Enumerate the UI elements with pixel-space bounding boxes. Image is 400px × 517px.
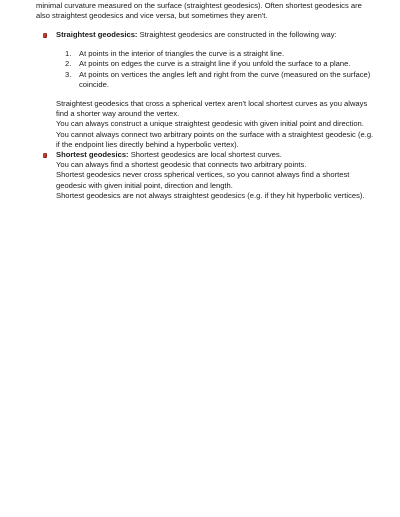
list-item-shortest <box>36 150 376 201</box>
step-number: 2. <box>65 59 72 69</box>
step-text: At points on edges the curve is a straight line if you unfold the surface to a plane. <box>79 59 351 69</box>
step-item <box>65 49 376 59</box>
straightest-lead: Straightest geodesics are constructed in the following way: <box>137 30 337 39</box>
construction-steps <box>56 49 376 90</box>
bullet-icon <box>43 33 47 38</box>
shortest-paragraph: You can always find a shortest geodesic that connects two arbitrary points. <box>56 160 307 170</box>
bullet-icon <box>43 153 47 158</box>
straightest-paragraph: You can always construct a unique straightest geodesic with given initial point and direction. <box>56 119 364 129</box>
step-item <box>65 59 376 69</box>
geodesics-bullet-list <box>36 30 376 201</box>
straightest-paragraph: You cannot always connect two arbitrary points on the surface with a straightest geodesic (e.g. if the endpoint lies directly behind a hyperbolic vertex). <box>56 129 374 149</box>
shortest-heading: Shortest geodesics: <box>56 150 129 160</box>
shortest-lead: Shortest geodesics are local shortest curves. <box>128 150 282 160</box>
shortest-paragraph: Shortest geodesics never cross spherical vertices, so you cannot always find a shortest geodesic with given initial point, direction and length. <box>56 170 350 190</box>
intro-text: minimal curvature measured on the surface (straightest geodesics). Often shortest geodesics are also straightest geodesics and vice versa, but sometimes they aren't. <box>36 1 362 21</box>
shortest-paragraph: Shortest geodesics are not always straightest geodesics (e.g. if they hit hyperbolic vertices). <box>56 190 365 200</box>
shortest-intro <box>56 150 376 160</box>
straightest-heading: Straightest geodesics: <box>56 30 138 39</box>
step-number: 1. <box>65 49 72 59</box>
step-number: 3. <box>65 69 72 79</box>
list-item-straightest <box>36 30 376 150</box>
straightest-paragraph: Straightest geodesics that cross a spherical vertex aren't local shortest curves as you always find a shorter way around the vertex. <box>56 99 368 119</box>
step-text: At points in the interior of triangles the curve is a straight line. <box>79 49 285 59</box>
step-item <box>65 70 376 90</box>
step-text: At points on vertices the angles left and right from the curve (measured on the surface) coincide. <box>79 69 371 89</box>
straightest-intro <box>56 30 376 40</box>
intro-paragraph <box>36 1 376 21</box>
